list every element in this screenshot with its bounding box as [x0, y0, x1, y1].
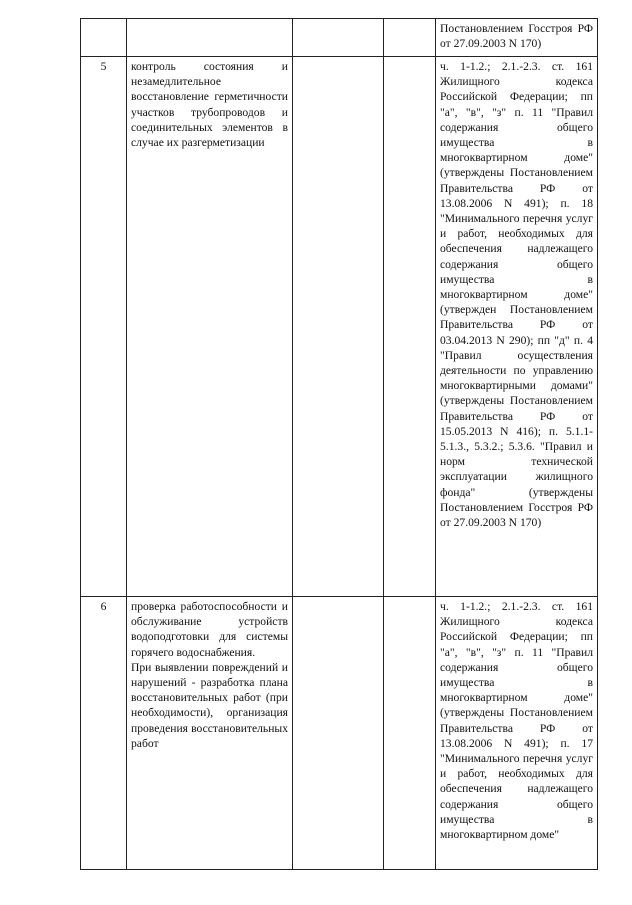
table-row	[81, 57, 598, 597]
work-description	[127, 597, 293, 870]
legal-basis: Постановлением Госстроя РФ от 27.09.2003 N 170)	[436, 19, 598, 57]
legal-basis: ч. 1-1.2.; 2.1.-2.3. ст. 161 Жилищного кодекса Российской Федерации; пп "а", "в", "з" п. 11 "Правил содержания общего имущества в многоквартирном доме" (утверждены Постановлением Правительства РФ от 13.08.2006 N 491); п. 18 "Минимального перечня услуг и работ, необходимых для обеспечения надлежащего содержания общего имущества в многоквартирном доме" (утвержден Постановлением Правительства РФ от 03.04.2013 N 290); пп "д" п. 4 "Правил осуществления деятельности по управлению многоквартирными домами" (утверждены Постановлением Правительства РФ от 15.05.2013 N 416); п. 5.1.1-5.1.3., 5.3.2.; 5.3.6. "Правил и норм технической эксплуатации жилищного фонда" (утверждены Постановлением Госстроя РФ от 27.09.2003 N 170)	[436, 57, 598, 597]
cost-cell	[384, 57, 436, 597]
work-paragraph: контроль состояния и незамедлительное восстановление герметичности участков трубопроводов и соединительных элементов в случае их разгерметизации	[131, 60, 288, 150]
cost-cell	[384, 19, 436, 57]
work-paragraph: проверка работоспособности и обслуживание устройств водоподготовки для системы горячего водоснабжения.	[131, 600, 288, 659]
table-row	[81, 19, 598, 57]
work-paragraph: При выявлении повреждений и нарушений - разработка плана восстановительных работ (при необходимости), организация проведения восстановительных работ	[131, 660, 288, 750]
cost-cell	[384, 597, 436, 870]
periodicity-cell	[293, 57, 384, 597]
row-number: 6	[81, 597, 127, 870]
periodicity-cell	[293, 597, 384, 870]
periodicity-cell	[293, 19, 384, 57]
row-number	[81, 19, 127, 57]
regulation-table	[80, 18, 598, 870]
legal-basis: ч. 1-1.2.; 2.1.-2.3. ст. 161 Жилищного кодекса Российской Федерации; пп "а", "в", "з" п. 11 "Правил содержания общего имущества в многоквартирном доме" (утверждены Постановлением Правительства РФ от 13.08.2006 N 491); п. 17 "Минимального перечня услуг и работ, необходимых для обеспечения надлежащего содержания общего имущества в многоквартирном доме"	[436, 597, 598, 870]
row-number: 5	[81, 57, 127, 597]
table-row	[81, 597, 598, 870]
work-description	[127, 57, 293, 597]
work-description	[127, 19, 293, 57]
